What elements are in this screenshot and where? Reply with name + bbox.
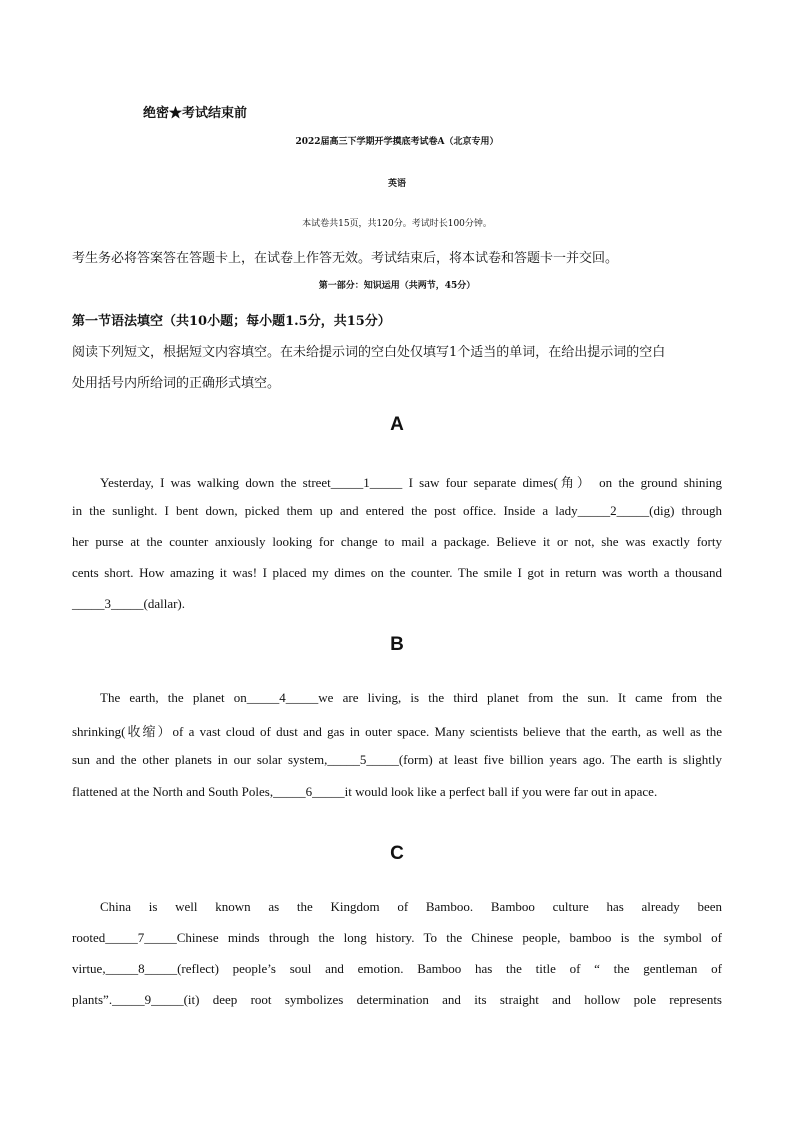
passage-heading-a: A (390, 414, 404, 435)
exam-title: 2022届高三下学期开学摸底考试卷A（北京专用） (295, 137, 499, 147)
passage-a-line: cents short. How amazing it was! I placed my dimes on the counter. The smile I got in return was worth a thousand (72, 565, 722, 580)
exam-info: 本试卷共15页，共120分。考试时长100分钟。 (302, 219, 492, 229)
passage-b-line: The earth, the planet on_____4_____we are living, is the third planet from the sun. It came from the (100, 690, 722, 705)
passage-b-line: flattened at the North and South Poles,_____6_____it would look like a perfect ball if you were far out in apace. (72, 784, 658, 799)
section-title: 第一节语法填空（共10小题；每小题1.5分，共15分） (72, 314, 391, 329)
passage-a-line: her purse at the counter anxiously looking for change to mail a package. Believe it or not, she was exactly forty (72, 534, 722, 549)
confidential-label: 绝密★考试结束前 (143, 106, 248, 121)
passage-a-line: Yesterday, I was walking down the street_____1_____ I saw four separate dimes(角） on the ground shining (100, 475, 722, 490)
passage-heading-b: B (390, 634, 404, 655)
passage-heading-c: C (390, 843, 404, 864)
passage-c-line: China is well known as the Kingdom of Bamboo. Bamboo culture has already been (100, 899, 722, 914)
passage-c-line: virtue,_____8_____(reflect) people’s soul and emotion. Bamboo has the title of “ the gentleman of (72, 961, 722, 976)
directions-line: 阅读下列短文，根据短文内容填空。在未给提示词的空白处仅填写1个适当的单词，在给出提示词的空白 (72, 345, 666, 360)
passage-a-line: in the sunlight. I bent down, picked them up and entered the post office. Inside a lady_____2_____(dig) through (72, 503, 722, 518)
passage-b-line: shrinking(收缩）of a vast cloud of dust and gas in outer space. Many scientists believe that the earth, as well as the (72, 724, 722, 739)
passage-a-line: _____3_____(dallar). (72, 596, 186, 611)
subject-title: 英语 (387, 179, 406, 189)
passage-b-line: sun and the other planets in our solar system,_____5_____(form) at least five billion years ago. The earth is slightly (72, 752, 722, 767)
passage-c-line: rooted_____7_____Chinese minds through the long history. To the Chinese people, bamboo is the symbol of (72, 930, 722, 945)
part-title: 第一部分：知识运用（共两节，45分） (318, 281, 476, 291)
directions-line: 处用括号内所给词的正确形式填空。 (72, 376, 281, 391)
exam-instruction: 考生务必将答案答在答题卡上，在试卷上作答无效。考试结束后，将本试卷和答题卡一并交回。 (72, 251, 619, 266)
passage-c-line: plants”._____9_____(it) deep root symbolizes determination and its straight and hollow pole represents (72, 992, 722, 1007)
